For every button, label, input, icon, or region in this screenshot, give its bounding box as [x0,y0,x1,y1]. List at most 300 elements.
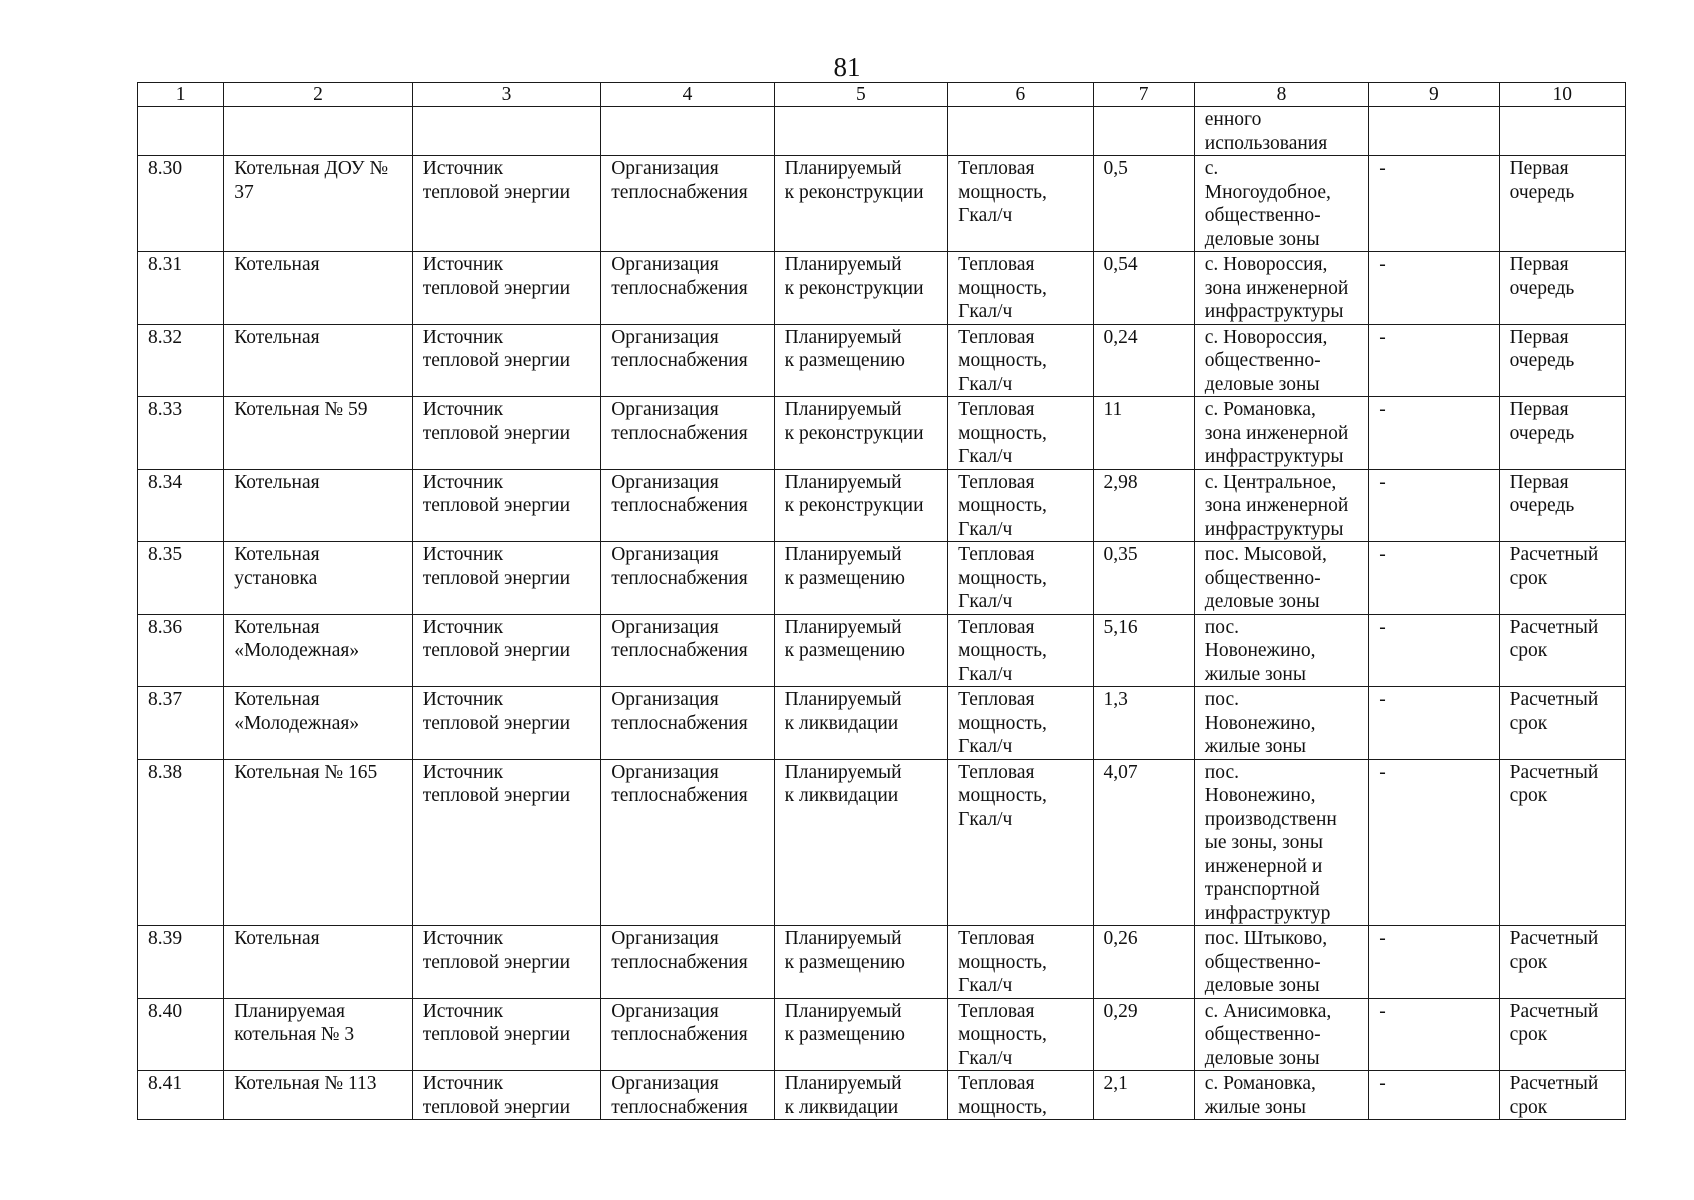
cell-type [412,156,601,252]
cell-text: Тепловая [958,254,1035,275]
cell-text: Котельная [234,471,320,493]
cell-text: теплоснабжения [611,951,748,973]
column-header: 3 [412,83,601,107]
cell-text: Источник [422,326,504,348]
cell-type [412,998,601,1071]
cell-type [412,687,601,760]
cell-characteristic [948,1071,1093,1120]
table-row [138,614,1626,687]
cell-text: срок [1509,785,1548,806]
cell-text: срок [1509,712,1548,734]
cell-text: Многоудобное, [1204,181,1331,203]
cell-number [138,324,224,397]
cell-location [1194,156,1368,252]
cell-type [412,926,601,999]
cell-text: зона инженерной [1204,277,1349,299]
cell-text: Первая [1509,254,1569,275]
cell-text: Планируемый [784,761,902,783]
data-table [137,82,1626,1120]
cell-text: теплоснабжения [611,1096,748,1118]
cell-stage [1499,687,1625,760]
cell-text: теплоснабжения [611,640,748,661]
cell-text: Тепловая [958,1073,1035,1094]
cell-location [1194,926,1368,999]
cell-text: жилые зоны [1204,1096,1306,1118]
cell-text: с. Романовка, [1204,1073,1316,1094]
table-body [138,107,1626,1120]
cell-text: ые зоны, зоны [1204,832,1323,853]
cell-number [138,397,224,470]
cell-stage [1499,252,1625,325]
cell-text: - [1379,544,1386,565]
cell-location [1194,1071,1368,1120]
cell-characteristic [948,542,1093,615]
cell-purpose [601,252,774,325]
cell-text: Тепловая [958,928,1035,949]
cell-value [1093,687,1194,760]
cell-text: мощность, [958,1024,1047,1045]
cell-text: 37 [234,181,254,203]
cell-text: мощность, [958,277,1047,299]
cell-text: Гкал/ч [958,205,1013,226]
cell-text: производственн [1204,808,1337,830]
cell-text: Источник [422,544,504,565]
cell-text: Планируемый [784,689,902,710]
cell-zone [1369,324,1499,397]
cell-text: Источник [422,399,504,420]
cell-text: Организация [611,399,719,420]
cell-text: мощность, [958,1096,1047,1118]
cell-text: срок [1509,1096,1548,1118]
cell-text: - [1379,761,1386,783]
cell-text: енного [1204,109,1262,130]
cell-text: общественно- [1204,205,1321,226]
cell-text: Источник [422,471,504,493]
cell-text: к ликвидации [784,712,899,734]
cell-number [138,687,224,760]
cell-text: 1,3 [1103,689,1128,710]
cell-text: очередь [1509,422,1575,444]
cell-characteristic [948,156,1093,252]
cell-status [774,614,947,687]
cell-name [224,107,413,156]
cell-text: теплоснабжения [611,422,748,444]
cell-text: тепловой энергии [422,181,571,203]
cell-text: Новонежино, [1204,712,1316,734]
cell-text: деловые зоны [1204,975,1320,996]
column-header: 8 [1194,83,1368,107]
cell-stage [1499,107,1625,156]
cell-text: Планируемый [784,544,902,565]
cell-name [224,252,413,325]
cell-text: к ликвидации [784,1096,899,1118]
cell-text: тепловой энергии [422,350,571,371]
cell-text: пос. Мысовой, [1204,544,1327,565]
cell-location [1194,397,1368,470]
cell-zone [1369,926,1499,999]
cell-location [1194,759,1368,926]
column-header: 4 [601,83,774,107]
cell-text: Планируемый [784,254,902,275]
header-row [138,83,1626,107]
cell-stage [1499,1071,1625,1120]
cell-text: котельная № 3 [234,1024,355,1045]
cell-text: Расчетный [1509,689,1599,710]
cell-text: Тепловая [958,544,1035,565]
cell-text: к ликвидации [784,785,899,806]
cell-text: Расчетный [1509,1073,1599,1094]
cell-text: - [1379,158,1386,179]
cell-text: 8.38 [148,761,183,783]
cell-text: Организация [611,689,719,710]
cell-text: 0,5 [1103,158,1128,179]
cell-text: срок [1509,951,1548,973]
cell-text: с. Анисимовка, [1204,1000,1332,1022]
cell-text: Планируемый [784,326,902,348]
cell-characteristic [948,107,1093,156]
cell-status [774,156,947,252]
cell-type [412,252,601,325]
cell-value [1093,469,1194,542]
cell-text: очередь [1509,495,1575,516]
cell-purpose [601,324,774,397]
cell-text: Источник [422,254,504,275]
cell-text: к размещению [784,1024,905,1045]
cell-text: к размещению [784,640,905,661]
cell-text: теплоснабжения [611,277,748,299]
cell-zone [1369,614,1499,687]
cell-text: срок [1509,1024,1548,1045]
cell-location [1194,324,1368,397]
cell-purpose [601,397,774,470]
cell-text: Планируемый [784,158,902,179]
column-header: 1 [138,83,224,107]
cell-characteristic [948,926,1093,999]
cell-status [774,998,947,1071]
cell-text: Источник [422,1073,504,1094]
cell-text: 8.36 [148,616,183,638]
cell-text: 8.34 [148,471,183,493]
cell-text: 8.32 [148,326,183,348]
cell-number [138,469,224,542]
cell-characteristic [948,687,1093,760]
cell-text: Гкал/ч [958,446,1013,467]
table-row [138,252,1626,325]
cell-text: очередь [1509,181,1575,203]
cell-text: Гкал/ч [958,591,1013,612]
cell-text: 2,98 [1103,471,1138,493]
cell-text: инфраструктур [1204,902,1331,924]
table-row [138,687,1626,760]
column-header: 5 [774,83,947,107]
cell-text: Расчетный [1509,544,1599,565]
cell-characteristic [948,324,1093,397]
cell-text: 8.35 [148,544,183,565]
cell-name [224,156,413,252]
cell-text: Первая [1509,471,1569,493]
cell-text: - [1379,689,1386,710]
cell-number [138,926,224,999]
cell-location [1194,998,1368,1071]
cell-status [774,397,947,470]
cell-text: тепловой энергии [422,951,571,973]
cell-value [1093,156,1194,252]
table-row [138,1071,1626,1120]
cell-text: мощность, [958,640,1047,661]
cell-text: Котельная [234,689,320,710]
cell-number [138,542,224,615]
cell-text: инженерной и [1204,855,1323,877]
cell-text: - [1379,1000,1386,1022]
cell-text: Тепловая [958,1000,1035,1022]
cell-text: 8.40 [148,1000,183,1022]
cell-text: мощность, [958,567,1047,589]
cell-purpose [601,469,774,542]
cell-text: Организация [611,326,719,348]
cell-text: к размещению [784,567,905,589]
cell-text: 8.30 [148,158,183,179]
cell-number [138,1071,224,1120]
cell-text: теплоснабжения [611,1024,748,1045]
table-row [138,469,1626,542]
cell-type [412,759,601,926]
cell-text: деловые зоны [1204,373,1320,395]
cell-text: Расчетный [1509,1000,1599,1022]
table-row [138,156,1626,252]
cell-text: мощность, [958,350,1047,371]
cell-text: к размещению [784,951,905,973]
cell-status [774,926,947,999]
cell-text: теплоснабжения [611,567,748,589]
cell-location [1194,469,1368,542]
cell-purpose [601,156,774,252]
table-row [138,324,1626,397]
cell-type [412,1071,601,1120]
cell-name [224,687,413,760]
cell-characteristic [948,759,1093,926]
cell-value [1093,107,1194,156]
cell-text: Источник [422,158,504,179]
table-row [138,926,1626,999]
cell-text: жилые зоны [1204,736,1306,757]
cell-text: Организация [611,471,719,493]
cell-text: зона инженерной [1204,422,1349,444]
cell-text: пос. [1204,689,1239,710]
cell-text: тепловой энергии [422,1024,571,1045]
cell-text: срок [1509,567,1548,589]
cell-value [1093,1071,1194,1120]
cell-text: Котельная [234,544,320,565]
cell-status [774,1071,947,1120]
cell-name [224,759,413,926]
cell-text: с. Новороссия, [1204,326,1328,348]
cell-status [774,542,947,615]
cell-text: Источник [422,761,504,783]
cell-text: Гкал/ч [958,301,1013,322]
cell-value [1093,998,1194,1071]
cell-text: Источник [422,1000,504,1022]
cell-text: Гкал/ч [958,373,1013,395]
cell-text: мощность, [958,495,1047,516]
cell-stage [1499,614,1625,687]
cell-text: с. [1204,158,1219,179]
cell-name [224,542,413,615]
cell-text: пос. Штыково, [1204,928,1328,949]
cell-stage [1499,397,1625,470]
cell-zone [1369,998,1499,1071]
cell-text: 0,26 [1103,928,1138,949]
cell-text: Гкал/ч [958,518,1013,540]
cell-stage [1499,926,1625,999]
cell-value [1093,252,1194,325]
cell-text: установка [234,567,318,589]
cell-text: к реконструкции [784,181,924,203]
cell-text: Гкал/ч [958,1047,1013,1069]
cell-text: общественно- [1204,1024,1321,1045]
cell-text: «Молодежная» [234,712,360,734]
cell-text: Котельная № 59 [234,399,368,420]
cell-text: 8.37 [148,689,183,710]
cell-text: очередь [1509,277,1575,299]
cell-text: 8.33 [148,399,183,420]
cell-status [774,324,947,397]
cell-type [412,324,601,397]
cell-text: Тепловая [958,471,1035,493]
cell-text: Котельная ДОУ № [234,158,389,179]
cell-text: Гкал/ч [958,663,1013,685]
cell-name [224,1071,413,1120]
cell-text: Планируемый [784,471,902,493]
cell-stage [1499,998,1625,1071]
cell-text: Организация [611,616,719,638]
cell-stage [1499,156,1625,252]
cell-characteristic [948,252,1093,325]
cell-text: 11 [1103,399,1123,420]
cell-stage [1499,469,1625,542]
cell-number [138,252,224,325]
cell-number [138,156,224,252]
cell-location [1194,542,1368,615]
cell-text: зона инженерной [1204,495,1349,516]
cell-text: общественно- [1204,951,1321,973]
cell-number [138,107,224,156]
cell-value [1093,397,1194,470]
cell-text: Планируемый [784,399,902,420]
cell-text: Котельная [234,616,320,638]
cell-number [138,998,224,1071]
cell-text: использования [1204,132,1328,154]
cell-text: жилые зоны [1204,663,1306,685]
cell-text: 8.31 [148,254,183,275]
cell-text: тепловой энергии [422,640,571,661]
cell-text: деловые зоны [1204,228,1320,250]
cell-text: 0,24 [1103,326,1138,348]
cell-text: Расчетный [1509,761,1599,783]
cell-text: Котельная [234,254,320,275]
cell-text: Организация [611,1000,719,1022]
cell-text: Гкал/ч [958,975,1013,996]
cell-type [412,107,601,156]
cell-type [412,614,601,687]
cell-text: Котельная № 113 [234,1073,377,1094]
cell-value [1093,926,1194,999]
cell-text: Организация [611,254,719,275]
cell-name [224,998,413,1071]
cell-text: Планируемый [784,1073,902,1094]
cell-zone [1369,156,1499,252]
cell-text: Планируемый [784,928,902,949]
cell-stage [1499,759,1625,926]
cell-purpose [601,759,774,926]
cell-text: тепловой энергии [422,422,571,444]
cell-text: Планируемый [784,616,902,638]
cell-text: - [1379,616,1386,638]
cell-text: Тепловая [958,616,1035,638]
cell-characteristic [948,397,1093,470]
cell-text: - [1379,1073,1386,1094]
cell-characteristic [948,469,1093,542]
cell-text: Планируемая [234,1000,346,1022]
cell-location [1194,107,1368,156]
cell-text: срок [1509,640,1548,661]
cell-text: Новонежино, [1204,640,1316,661]
cell-value [1093,759,1194,926]
cell-purpose [601,998,774,1071]
cell-text: очередь [1509,350,1575,371]
cell-text: Первая [1509,326,1569,348]
column-header: 2 [224,83,413,107]
cell-purpose [601,926,774,999]
cell-number [138,614,224,687]
cell-text: Источник [422,616,504,638]
cell-text: тепловой энергии [422,567,571,589]
column-header: 6 [948,83,1093,107]
cell-text: - [1379,326,1386,348]
cell-text: Котельная [234,326,320,348]
cell-zone [1369,542,1499,615]
cell-purpose [601,687,774,760]
cell-purpose [601,1071,774,1120]
cell-stage [1499,324,1625,397]
cell-text: 0,54 [1103,254,1138,275]
cell-text: Планируемый [784,1000,902,1022]
cell-type [412,469,601,542]
cell-text: к реконструкции [784,422,924,444]
cell-text: - [1379,928,1386,949]
cell-text: общественно- [1204,350,1321,371]
cell-value [1093,614,1194,687]
column-header: 9 [1369,83,1499,107]
cell-zone [1369,1071,1499,1120]
cell-text: транспортной [1204,879,1320,900]
table-row [138,107,1626,156]
cell-text: тепловой энергии [422,785,571,806]
cell-text: мощность, [958,422,1047,444]
page-number: 81 [833,52,861,82]
cell-status [774,687,947,760]
cell-text: 2,1 [1103,1073,1128,1094]
cell-text: Тепловая [958,761,1035,783]
cell-text: Организация [611,761,719,783]
cell-name [224,614,413,687]
cell-text: - [1379,399,1386,420]
cell-text: «Молодежная» [234,640,360,661]
cell-text: тепловой энергии [422,712,571,734]
cell-text: Новонежино, [1204,785,1316,806]
cell-text: Гкал/ч [958,736,1013,757]
table-row [138,759,1626,926]
cell-zone [1369,252,1499,325]
